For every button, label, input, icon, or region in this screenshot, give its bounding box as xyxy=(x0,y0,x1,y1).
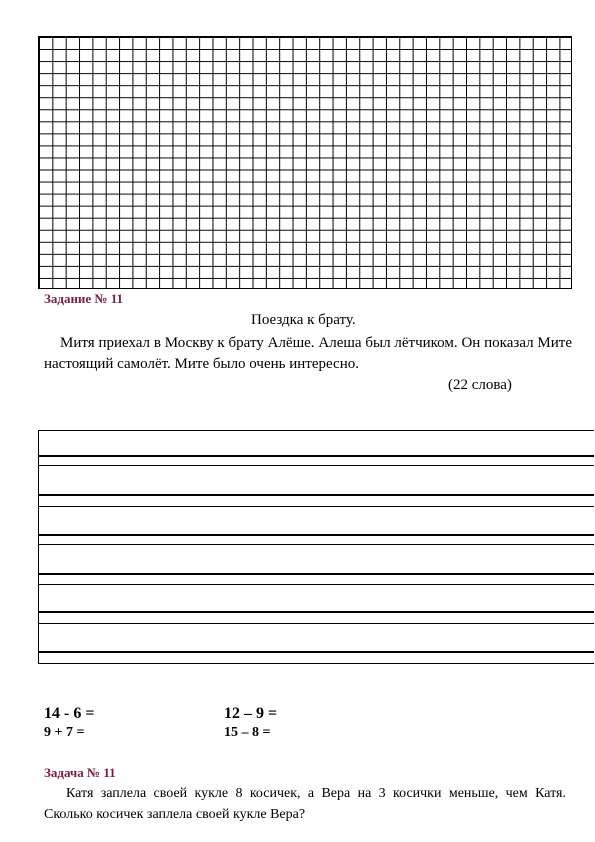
task-heading: Задание № 11 xyxy=(44,291,124,306)
word-count: (22 слова) xyxy=(448,377,512,393)
writing-line xyxy=(39,573,594,575)
writing-lines-area xyxy=(38,430,594,664)
writing-line xyxy=(39,584,594,585)
writing-line xyxy=(39,623,594,624)
math-expression: 14 - 6 = xyxy=(44,705,95,722)
writing-line xyxy=(39,506,594,507)
writing-line xyxy=(39,455,594,457)
writing-line xyxy=(39,544,594,545)
math-expression: 9 + 7 = xyxy=(44,725,85,740)
problem-text: Катя заплела своей кукле 8 косичек, а Вера на 3 косички меньше, чем Катя. Сколько косичек заплела своей кукле Вера? xyxy=(44,786,566,822)
writing-line xyxy=(39,611,594,613)
writing-line xyxy=(39,494,594,496)
problem-heading: Задача № 11 xyxy=(44,765,116,780)
dictation-text xyxy=(44,333,572,375)
math-expression: 15 – 8 = xyxy=(224,725,271,740)
squared-grid-area xyxy=(38,36,572,289)
writing-line xyxy=(39,651,594,653)
dictation-paragraph: Митя приехал в Москву к брату Алёше. Алеша был лётчиком. Он показал Мите настоящий самолёт. Мите было очень интересно. xyxy=(44,335,572,372)
dictation-title: Поездка к брату. xyxy=(251,312,356,328)
writing-line xyxy=(39,465,594,466)
writing-line xyxy=(39,534,594,536)
math-expression: 12 – 9 = xyxy=(224,705,278,722)
